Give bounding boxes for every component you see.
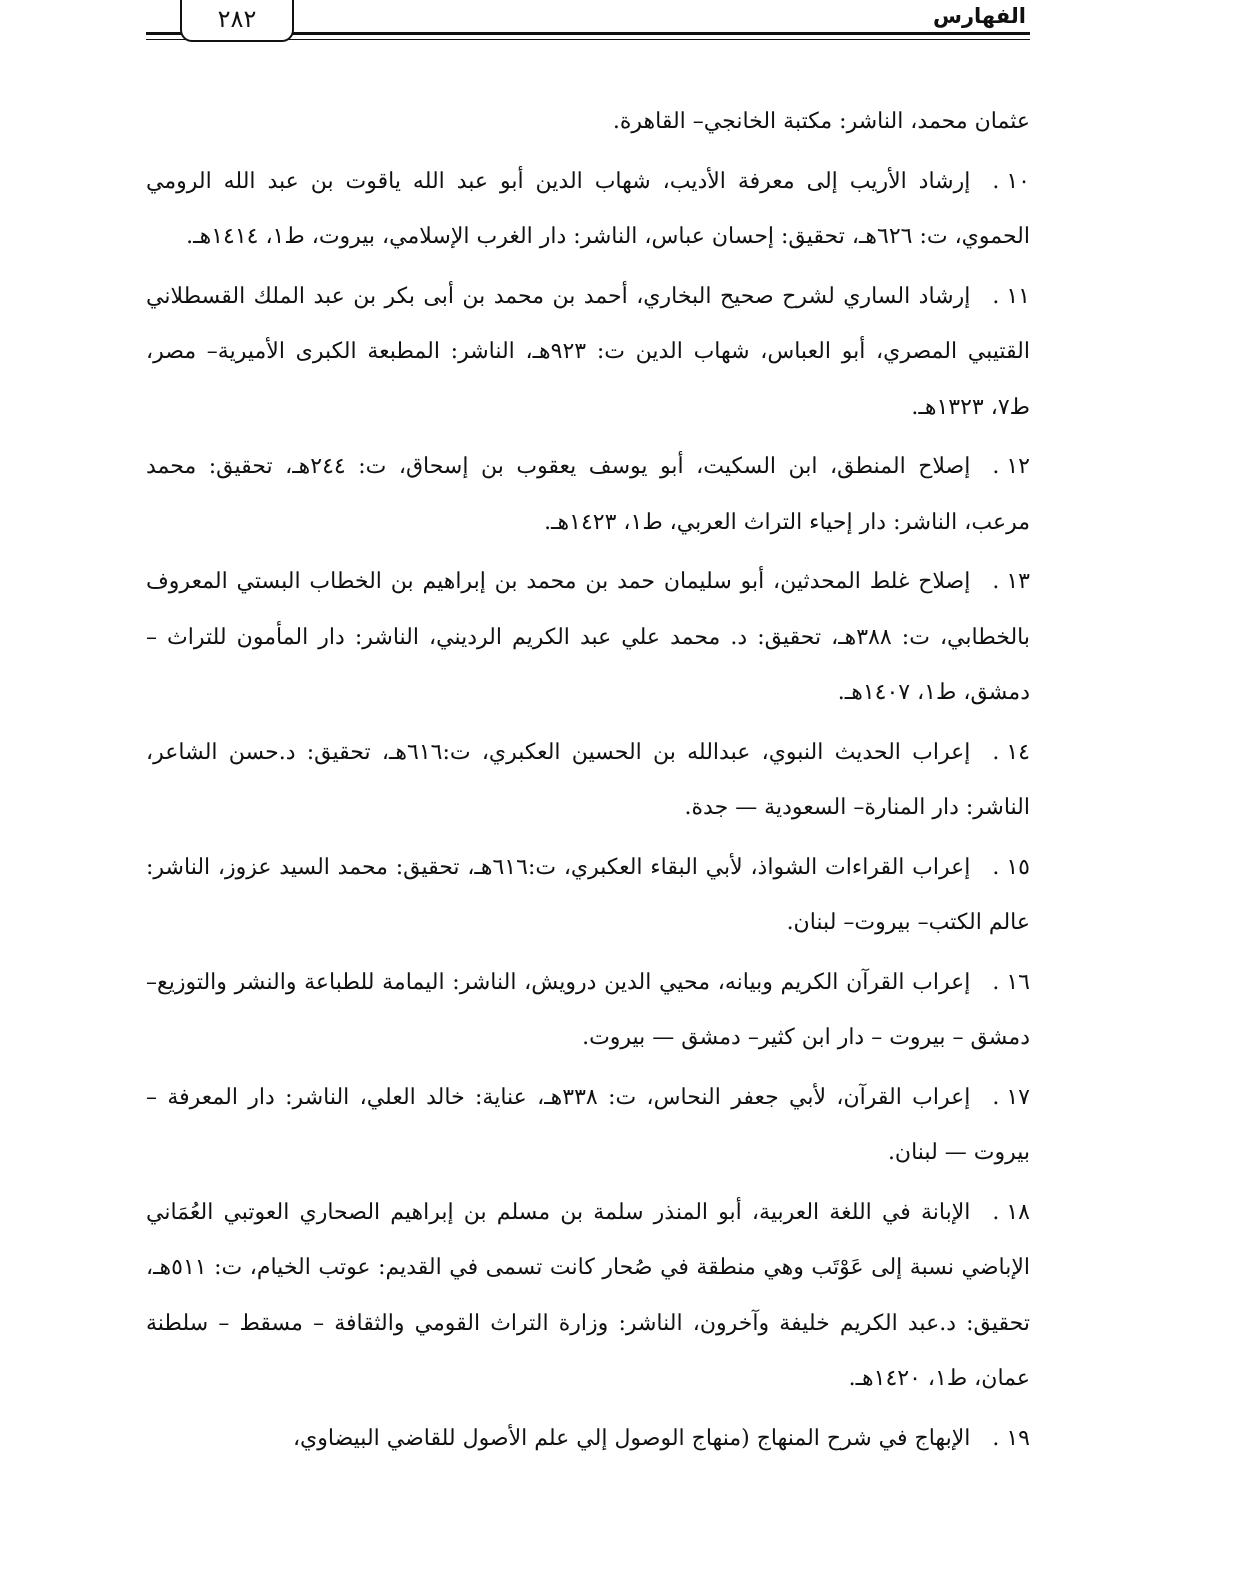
bibliography-entry [146,1185,1030,1407]
entry-text: إعراب القرآن الكريم وبيانه، محيي الدين درويش، الناشر: اليمامة للطباعة والنشر والتوزيع– دمشق – بيروت – دار ابن كثير– دمشق — بيروت. [146,969,1030,1050]
entry-number: ١٣ . [992,569,1030,594]
section-title: الفهارس [932,4,1026,28]
entry-text: إعراب الحديث النبوي، عبدالله بن الحسين العكبري، ت:٦١٦هـ، تحقيق: د.حسن الشاعر، الناشر: دار المنارة– السعودية — جدة. [146,739,1030,820]
entry-text: إعراب القرآن، لأبي جعفر النحاس، ت: ٣٣٨هـ، عناية: خالد العلي، الناشر: دار المعرفة – بيروت — لبنان. [146,1084,1030,1165]
entry-number: ١٨ . [992,1199,1030,1225]
bibliography-entry [146,154,1030,265]
entry-text: الإبهاج في شرح المنهاج (منهاج الوصول إلي علم الأصول للقاضي البيضاوي، [292,1425,971,1451]
entry-number: ١٩ . [992,1425,1030,1451]
page-header [146,0,1030,46]
entry-text: إصلاح المنطق، ابن السكيت، أبو يوسف يعقوب بن إسحاق، ت: ٢٤٤هـ، تحقيق: محمد مرعب، الناشر: دار إحياء التراث العربي، ط١، ١٤٢٣هـ. [146,454,1030,535]
entry-number: ١١ . [992,283,1030,309]
bibliography-entry [146,955,1030,1066]
entry-number: ١٧ . [992,1084,1030,1110]
entry-number: ١٢ . [992,454,1030,479]
bibliography-entry [146,554,1030,721]
entry-text: إعراب القراءات الشواذ، لأبي البقاء العكبري، ت:٦١٦هـ، تحقيق: محمد السيد عزوز، الناشر: عالم الكتب– بيروت– لبنان. [146,854,1030,935]
entry-text: إرشاد الأريب إلى معرفة الأديب، شهاب الدين أبو عبد الله ياقوت بن عبد الله الرومي الحموي، ت: ٦٢٦هـ، تحقيق: إحسان عباس، الناشر: دار الغرب الإسلامي، بيروت، ط١، ١٤١٤هـ. [146,168,1030,249]
bibliography-entry [146,1411,1030,1467]
entry-number: ١٥ . [992,854,1030,880]
bibliography-entry [146,439,1030,550]
entry-text: إرشاد الساري لشرح صحيح البخاري، أحمد بن محمد بن أبى بكر بن عبد الملك القسطلاني القتيبي المصري، أبو العباس، شهاب الدين ت: ٩٢٣هـ، الناشر: المطبعة الكبرى الأميرية– مصر، ط٧، ١٣٢٣هـ. [146,283,1030,420]
bibliography-entry [146,725,1030,836]
bibliography-entry [146,1070,1030,1181]
page-number: ٢٨٢ [180,0,294,42]
bibliography-entry-continuation [146,94,1030,150]
bibliography-entry [146,269,1030,436]
entry-number: ١٠ . [992,168,1030,194]
entry-text: إصلاح غلط المحدثين، أبو سليمان حمد بن محمد بن إبراهيم بن الخطاب البستي المعروف بالخطابي، ت: ٣٨٨هـ، تحقيق: د. محمد علي عبد الكريم الرديني، الناشر: دار المأمون للتراث – دمشق، ط١، ١٤٠٧هـ. [146,569,1030,705]
entry-text: عثمان محمد، الناشر: مكتبة الخانجي– القاهرة. [612,109,1030,134]
entry-number: ١٦ . [992,969,1030,995]
entry-number: ١٤ . [992,739,1030,765]
bibliography-entry [146,840,1030,951]
bibliography-list [146,94,1030,1470]
entry-text: الإبانة في اللغة العربية، أبو المنذر سلمة بن مسلم بن إبراهيم الصحاري العوتبي العُمَاني الإباضي نسبة إلى عَوْتَب وهي منطقة في صُحار كانت تسمى في القديم: عوتب الخيام، ت: ٥١١هـ، تحقيق: د.عبد الكريم خليفة وآخرون، الناشر: وزارة التراث القومي والثقافة – مسقط – سلطنة عمان، ط١، ١٤٢٠هـ. [146,1199,1030,1391]
